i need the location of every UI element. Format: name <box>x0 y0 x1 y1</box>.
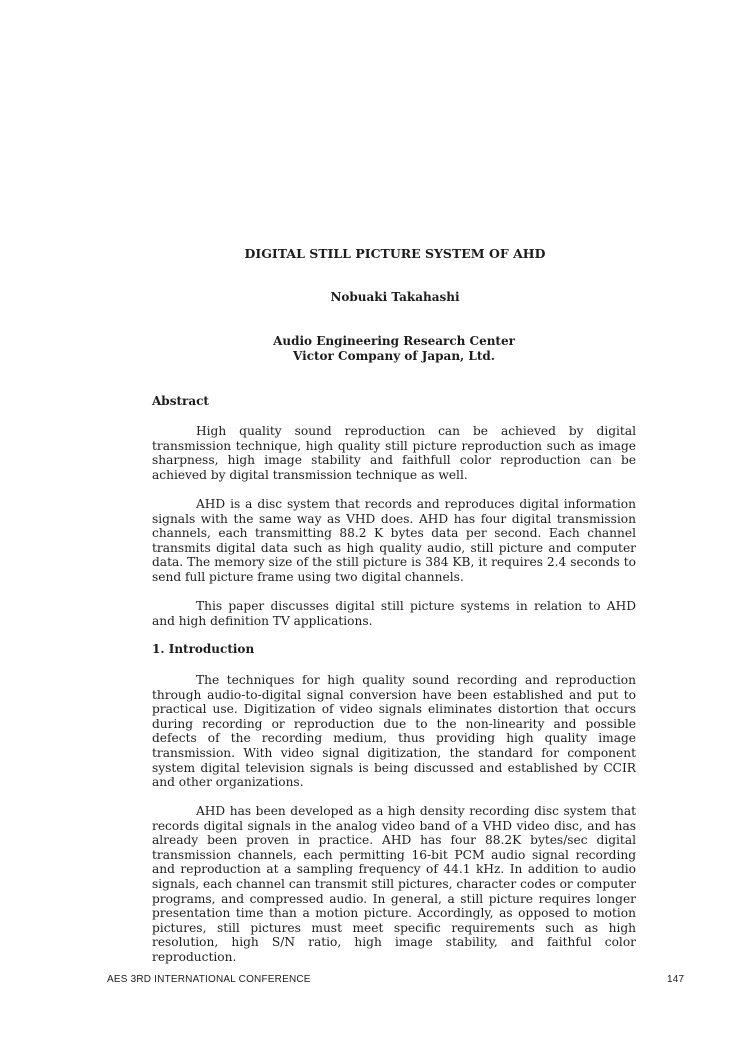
intro-paragraph-2: AHD has been developed as a high density recording disc system that records digital signals in the analog video band of a VHD video disc, and has already been proven in practice. AHD has four 88.2K bytes/sec digital transmission channels, each permitting 16-bit PCM audio signal recording and reproduction at a sampling frequency of 44.1 kHz. In addition to audio signals, each channel can transmit still pictures, character codes or computer programs, and compressed audio. In general, a still picture requires longer presentation time than a motion picture. Accordingly, as opposed to motion pictures, still pictures must meet specific requirements such as high resolution, high S/N ratio, high image stability, and faithful color reproduction. <box>152 804 636 964</box>
author-name: Nobuaki Takahashi <box>330 290 460 304</box>
footer-conference: AES 3RD INTERNATIONAL CONFERENCE <box>107 974 311 985</box>
affiliation <box>0 334 731 364</box>
abstract-heading: Abstract <box>152 394 209 408</box>
abstract-paragraph-2: AHD is a disc system that records and reproduces digital information signals with the same way as VHD does. AHD has four digital transmission channels, each transmitting 88.2 K bytes data per second. Each channel transmits digital data such as high quality audio, still picture and computer data. The memory size of the still picture is 384 KB, it requires 2.4 seconds to send full picture frame using two digital channels. <box>152 497 636 584</box>
section-heading-introduction: 1. Introduction <box>152 642 255 656</box>
abstract-paragraph-3: This paper discusses digital still picture systems in relation to AHD and high definition TV applications. <box>152 599 636 628</box>
page-number: 147 <box>667 974 685 985</box>
intro-paragraph-1: The techniques for high quality sound recording and reproduction through audio-to-digital signal conversion have been established and put to practical use. Digitization of video signals eliminates distortion that occurs during recording or reproduction due to the non-linearity and possible defects of the recording medium, thus providing high quality image transmission. With video signal digitization, the standard for component system digital television signals is being discussed and established by CCIR and other organizations. <box>152 673 636 790</box>
paper-title: DIGITAL STILL PICTURE SYSTEM OF AHD <box>244 246 546 261</box>
affiliation-line-2: Victor Company of Japan, Ltd. <box>293 349 495 363</box>
affiliation-line-1: Audio Engineering Research Center <box>273 334 515 348</box>
abstract-paragraph-1: High quality sound reproduction can be achieved by digital transmission technique, high quality still picture reproduction such as image sharpness, high image stability and faithfull color reproduction can be achieved by digital transmission technique as well. <box>152 424 636 482</box>
